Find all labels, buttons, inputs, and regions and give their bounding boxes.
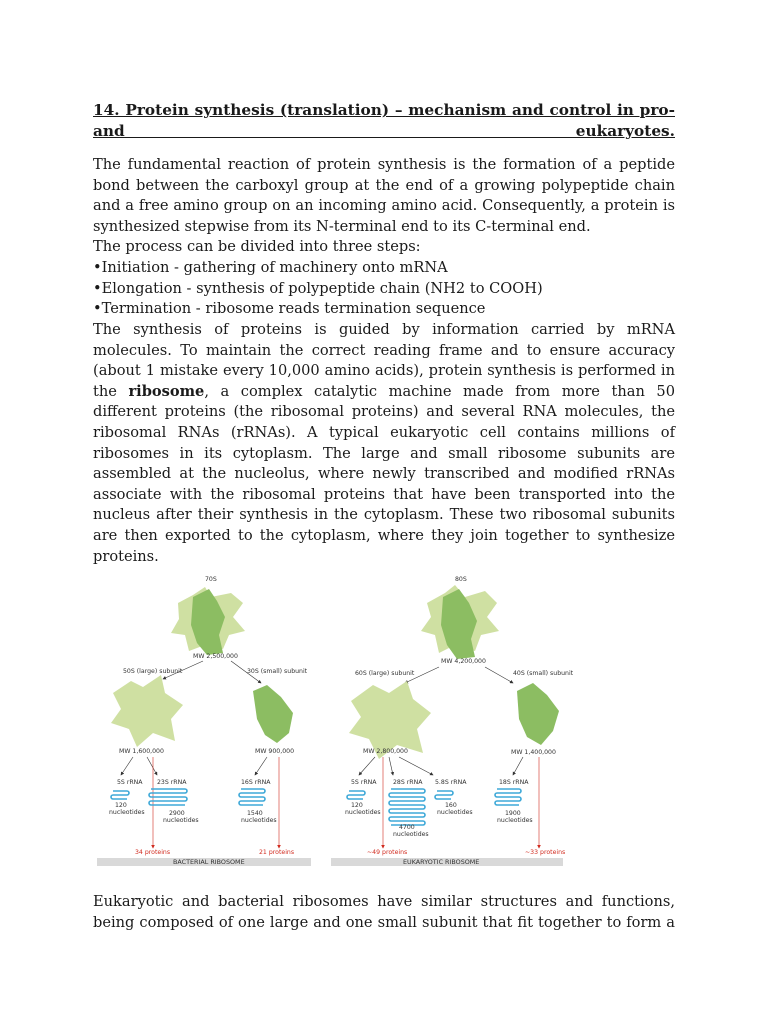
bact-50s-label: 50S (large) subunit: [123, 668, 183, 675]
euk-5s-unit: nucleotides: [345, 809, 381, 816]
text-line: ribosomal RNAs (rRNAs). A typical eukaryotic cell contains millions of: [93, 423, 675, 441]
euk-28s-label: 28S rRNA: [393, 779, 423, 786]
text-line: synthesized stepwise from its N-terminal end to its C-terminal end.: [93, 217, 591, 235]
euk-58s-unit: nucleotides: [437, 809, 473, 816]
svg-text:nucleotides: [163, 817, 199, 824]
euk-18s-unit: nucleotides: [497, 817, 533, 824]
bact-70s-label: 70S: [205, 576, 217, 583]
text-line: associate with the ribosomal proteins that have been transported into the: [93, 485, 675, 503]
svg-text:nucleotides: [241, 817, 277, 824]
euk-small-mw: MW 1,400,000: [511, 749, 556, 756]
bact-16s-unit: nucleotides: [241, 817, 277, 824]
svg-text:1900: [505, 810, 521, 817]
euk-5s-rrna: [347, 791, 365, 799]
bact-small-mw: MW 900,000: [255, 748, 295, 755]
svg-text:nucleotides: [109, 809, 145, 816]
bacterial-ribosome-panel: [97, 576, 311, 866]
euk-large-proteins: ~49 proteins: [367, 849, 408, 856]
svg-text:2900: [169, 810, 185, 817]
text-line: bond between the carboxyl group at the end of a growing polypeptide chain: [93, 176, 675, 194]
euk-28s-rrna: [389, 789, 425, 825]
svg-text:nucleotides: [497, 817, 533, 824]
bact-16s-label: 16S rRNA: [241, 779, 271, 786]
text-line: being composed of one large and one small subunit that fit together to form a: [93, 913, 675, 931]
text-line: The fundamental reaction of protein synthesis is the formation of a peptide: [93, 156, 675, 173]
euk-18s-label: 18S rRNA: [499, 779, 529, 786]
bact-large-mw: MW 1,600,000: [119, 748, 164, 755]
bact-50s-shape: [111, 675, 183, 747]
text-line: and a free amino group on an incoming amino acid. Consequently, a protein is: [93, 197, 675, 215]
euk-small-proteins: ~33 proteins: [525, 849, 566, 856]
euk-28s-count: 4700: [399, 824, 415, 831]
svg-text:120: [115, 802, 127, 809]
euk-58s-rrna: [435, 791, 453, 799]
euk-40s-label: 40S (small) subunit: [513, 670, 574, 677]
euk-58s-count: 160: [445, 802, 457, 809]
bact-30s-label: 30S (small) subunit: [247, 668, 308, 675]
bact-16s-count: 1540: [247, 810, 263, 817]
bact-small-proteins: 21 proteins: [259, 849, 295, 856]
step-termination: •Termination - ribosome reads termination sequence: [93, 300, 486, 318]
bact-5s-label: 5S rRNA: [117, 779, 143, 786]
step-elongation: •Elongation - synthesis of polypeptide chain (NH2 to COOH): [93, 279, 543, 297]
bact-mw-label: MW 2,500,000: [193, 653, 238, 660]
euk-60s-label: 60S (large) subunit: [355, 670, 415, 677]
text-line: the ribosome, a complex catalytic machine made from more than 50: [93, 382, 675, 400]
euk-80s-shape: [421, 585, 499, 659]
text-line: proteins.: [93, 547, 159, 565]
text-line: nucleus after their synthesis in the cytoplasm. These two ribosomal subunits: [93, 506, 675, 524]
text-line: Eukaryotic and bacterial ribosomes have similar structures and functions,: [93, 893, 675, 910]
bact-5s-unit: nucleotides: [109, 809, 145, 816]
bact-23s-unit: nucleotides: [163, 817, 199, 824]
bact-5s-rrna: [111, 791, 129, 799]
bact-70s-shape: [171, 587, 245, 655]
bact-23s-label: 23S rRNA: [157, 779, 187, 786]
euk-5s-count: 120: [351, 802, 363, 809]
euk-mw-label: MW 4,200,000: [441, 658, 486, 665]
bact-23s-count: 2900: [169, 810, 185, 817]
bact-30s-shape: [253, 685, 293, 743]
euk-18s-count: 1900: [505, 810, 521, 817]
euk-5s-label: 5S rRNA: [351, 779, 377, 786]
svg-text:nucleotides: [345, 809, 381, 816]
text-line: assembled at the nucleolus, where newly transcribed and modified rRNAs: [93, 465, 675, 483]
bact-16s-rrna: [239, 789, 265, 805]
euk-58s-label: 5.8S rRNA: [435, 779, 467, 786]
svg-text:nucleotides: [437, 809, 473, 816]
bact-5s-count: 120: [115, 802, 127, 809]
text-line: molecules. To maintain the correct reading frame and to ensure accuracy: [93, 341, 675, 359]
comparison-paragraph: [93, 892, 675, 933]
svg-text:160: [445, 802, 457, 809]
ribosome-paragraph: [93, 320, 675, 567]
bact-large-proteins: 34 proteins: [135, 849, 171, 856]
section-heading: 14. Protein synthesis (translation) – mechanism and control in pro- and eukaryotes.: [93, 101, 675, 140]
svg-text:4700: [399, 824, 415, 831]
text-line: (about 1 mistake every 10,000 amino acids), protein synthesis is performed in: [93, 362, 675, 380]
euk-large-mw: MW 2,800,000: [363, 748, 408, 755]
euk-28s-unit: nucleotides: [393, 831, 429, 838]
svg-text:1540: [247, 810, 263, 817]
step-initiation: •Initiation - gathering of machinery onto mRNA: [93, 258, 448, 276]
intro-paragraph: [93, 155, 675, 320]
euk-caption: EUKARYOTIC RIBOSOME: [403, 858, 480, 866]
euk-40s-shape: [517, 683, 559, 745]
ribosome-figure: [93, 573, 675, 873]
euk-80s-label: 80S: [455, 576, 467, 583]
text-line: different proteins (the ribosomal proteins) and several RNA molecules, the: [93, 403, 675, 421]
text-line: ribosomes in its cytoplasm. The large and small ribosome subunits are: [93, 444, 675, 462]
steps-intro: The process can be divided into three steps:: [93, 238, 421, 256]
svg-text:nucleotides: [393, 831, 429, 838]
bact-23s-rrna: [149, 789, 187, 805]
ribosome-term: ribosome: [128, 382, 205, 400]
text-line: are then exported to the cytoplasm, where they join together to synthesize: [93, 526, 675, 544]
euk-18s-rrna: [495, 789, 521, 805]
svg-text:120: [351, 802, 363, 809]
bact-caption: BACTERIAL RIBOSOME: [173, 858, 245, 866]
eukaryotic-ribosome-panel: [331, 576, 574, 866]
text-line: The synthesis of proteins is guided by information carried by mRNA: [93, 321, 675, 338]
